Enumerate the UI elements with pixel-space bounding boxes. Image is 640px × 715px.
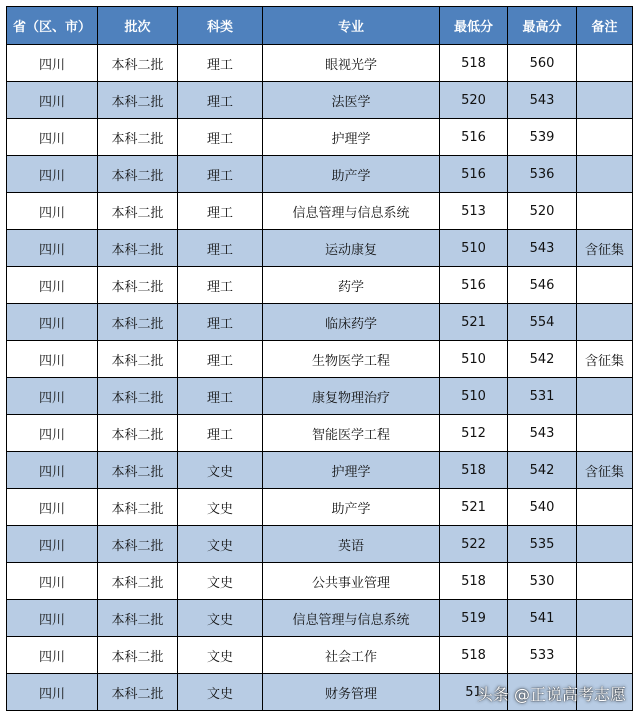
cell-batch: 本科二批 xyxy=(98,489,178,526)
cell-batch: 本科二批 xyxy=(98,341,178,378)
cell-batch: 本科二批 xyxy=(98,45,178,82)
table-row xyxy=(7,267,633,304)
cell-major: 法医学 xyxy=(263,82,440,119)
cell-category: 理工 xyxy=(178,378,263,415)
cell-min-score: 516 xyxy=(440,267,508,304)
cell-batch: 本科二批 xyxy=(98,600,178,637)
cell-province: 四川 xyxy=(7,637,98,674)
cell-max-score: 540 xyxy=(508,489,577,526)
cell-max-score: 536 xyxy=(508,156,577,193)
cell-category: 理工 xyxy=(178,156,263,193)
cell-batch: 本科二批 xyxy=(98,193,178,230)
table-row xyxy=(7,45,633,82)
cell-major: 临床药学 xyxy=(263,304,440,341)
cell-batch: 本科二批 xyxy=(98,267,178,304)
cell-category: 理工 xyxy=(178,304,263,341)
cell-major: 英语 xyxy=(263,526,440,563)
cell-remarks xyxy=(577,526,633,563)
cell-province: 四川 xyxy=(7,378,98,415)
cell-max-score: 541 xyxy=(508,600,577,637)
cell-remarks xyxy=(577,119,633,156)
cell-remarks: 含征集 xyxy=(577,452,633,489)
cell-province: 四川 xyxy=(7,674,98,711)
cell-category: 理工 xyxy=(178,82,263,119)
cell-batch: 本科二批 xyxy=(98,637,178,674)
header-remarks: 备注 xyxy=(577,7,633,45)
cell-category: 理工 xyxy=(178,193,263,230)
cell-province: 四川 xyxy=(7,45,98,82)
cell-province: 四川 xyxy=(7,452,98,489)
cell-major: 助产学 xyxy=(263,489,440,526)
cell-category: 理工 xyxy=(178,267,263,304)
header-min-score: 最低分 xyxy=(440,7,508,45)
cell-category: 文史 xyxy=(178,600,263,637)
cell-max-score: 543 xyxy=(508,230,577,267)
cell-major: 生物医学工程 xyxy=(263,341,440,378)
cell-min-score: 522 xyxy=(440,526,508,563)
cell-major: 康复物理治疗 xyxy=(263,378,440,415)
cell-remarks xyxy=(577,600,633,637)
table-row xyxy=(7,674,633,711)
cell-max-score: 560 xyxy=(508,45,577,82)
cell-category: 文史 xyxy=(178,489,263,526)
cell-province: 四川 xyxy=(7,230,98,267)
cell-major: 财务管理 xyxy=(263,674,440,711)
table-row xyxy=(7,526,633,563)
cell-batch: 本科二批 xyxy=(98,119,178,156)
cell-min-score: 521 xyxy=(440,304,508,341)
cell-max-score: 530 xyxy=(508,563,577,600)
cell-min-score: 518 xyxy=(440,637,508,674)
cell-category: 理工 xyxy=(178,119,263,156)
cell-remarks xyxy=(577,267,633,304)
table-row xyxy=(7,378,633,415)
table-body xyxy=(7,45,633,711)
header-max-score: 最高分 xyxy=(508,7,577,45)
cell-province: 四川 xyxy=(7,415,98,452)
cell-province: 四川 xyxy=(7,119,98,156)
table-row xyxy=(7,341,633,378)
cell-remarks: 含征集 xyxy=(577,341,633,378)
cell-category: 理工 xyxy=(178,45,263,82)
table-row xyxy=(7,452,633,489)
cell-major: 公共事业管理 xyxy=(263,563,440,600)
cell-remarks xyxy=(577,304,633,341)
cell-province: 四川 xyxy=(7,526,98,563)
cell-batch: 本科二批 xyxy=(98,452,178,489)
cell-remarks xyxy=(577,563,633,600)
cell-remarks: 含征集 xyxy=(577,230,633,267)
cell-min-score: 512 xyxy=(440,415,508,452)
table-row xyxy=(7,637,633,674)
cell-batch: 本科二批 xyxy=(98,674,178,711)
cell-max-score xyxy=(508,674,577,711)
cell-province: 四川 xyxy=(7,156,98,193)
cell-max-score: 542 xyxy=(508,341,577,378)
cell-min-score: 521 xyxy=(440,489,508,526)
table-row xyxy=(7,304,633,341)
cell-min-score: 510 xyxy=(440,378,508,415)
cell-major: 药学 xyxy=(263,267,440,304)
cell-category: 理工 xyxy=(178,415,263,452)
cell-category: 文史 xyxy=(178,452,263,489)
cell-major: 智能医学工程 xyxy=(263,415,440,452)
cell-batch: 本科二批 xyxy=(98,526,178,563)
cell-major: 护理学 xyxy=(263,452,440,489)
cell-min-score: 516 xyxy=(440,156,508,193)
cell-major: 信息管理与信息系统 xyxy=(263,600,440,637)
cell-province: 四川 xyxy=(7,489,98,526)
cell-category: 文史 xyxy=(178,563,263,600)
cell-province: 四川 xyxy=(7,82,98,119)
cell-province: 四川 xyxy=(7,600,98,637)
admission-score-table xyxy=(6,6,633,711)
cell-max-score: 554 xyxy=(508,304,577,341)
cell-province: 四川 xyxy=(7,267,98,304)
cell-major: 运动康复 xyxy=(263,230,440,267)
table-row xyxy=(7,119,633,156)
cell-max-score: 535 xyxy=(508,526,577,563)
cell-category: 文史 xyxy=(178,526,263,563)
score-table-container xyxy=(6,6,632,711)
cell-major: 助产学 xyxy=(263,156,440,193)
watermark-text: 头条 @正说高考志愿 xyxy=(476,685,626,704)
cell-max-score: 531 xyxy=(508,378,577,415)
header-province: 省（区、市） xyxy=(7,7,98,45)
cell-province: 四川 xyxy=(7,304,98,341)
cell-max-score: 542 xyxy=(508,452,577,489)
cell-batch: 本科二批 xyxy=(98,415,178,452)
cell-remarks xyxy=(577,45,633,82)
cell-min-score: 516 xyxy=(440,119,508,156)
cell-major: 眼视光学 xyxy=(263,45,440,82)
cell-remarks xyxy=(577,156,633,193)
table-row xyxy=(7,489,633,526)
table-row xyxy=(7,230,633,267)
cell-major: 护理学 xyxy=(263,119,440,156)
cell-remarks xyxy=(577,674,633,711)
cell-max-score: 520 xyxy=(508,193,577,230)
table-row xyxy=(7,415,633,452)
cell-category: 理工 xyxy=(178,230,263,267)
table-header-row xyxy=(7,7,633,45)
table-row xyxy=(7,193,633,230)
cell-min-score: 510 xyxy=(440,230,508,267)
cell-min-score: 518 xyxy=(440,563,508,600)
cell-remarks xyxy=(577,378,633,415)
cell-batch: 本科二批 xyxy=(98,156,178,193)
header-batch: 批次 xyxy=(98,7,178,45)
cell-major: 信息管理与信息系统 xyxy=(263,193,440,230)
cell-batch: 本科二批 xyxy=(98,82,178,119)
cell-batch: 本科二批 xyxy=(98,378,178,415)
cell-max-score: 539 xyxy=(508,119,577,156)
cell-batch: 本科二批 xyxy=(98,304,178,341)
cell-min-score: 510 xyxy=(440,341,508,378)
table-row xyxy=(7,600,633,637)
cell-max-score: 543 xyxy=(508,82,577,119)
table-row xyxy=(7,156,633,193)
cell-remarks xyxy=(577,193,633,230)
cell-min-score: 518 xyxy=(440,452,508,489)
cell-max-score: 533 xyxy=(508,637,577,674)
header-category: 科类 xyxy=(178,7,263,45)
cell-max-score: 543 xyxy=(508,415,577,452)
cell-min-score: 519 xyxy=(440,600,508,637)
cell-remarks xyxy=(577,415,633,452)
cell-major: 社会工作 xyxy=(263,637,440,674)
cell-batch: 本科二批 xyxy=(98,563,178,600)
cell-remarks xyxy=(577,637,633,674)
cell-province: 四川 xyxy=(7,341,98,378)
cell-batch: 本科二批 xyxy=(98,230,178,267)
cell-min-score: 51 xyxy=(440,674,508,711)
cell-category: 理工 xyxy=(178,341,263,378)
cell-min-score: 520 xyxy=(440,82,508,119)
cell-province: 四川 xyxy=(7,563,98,600)
cell-max-score: 546 xyxy=(508,267,577,304)
cell-remarks xyxy=(577,82,633,119)
cell-category: 文史 xyxy=(178,674,263,711)
table-row xyxy=(7,563,633,600)
cell-min-score: 518 xyxy=(440,45,508,82)
table-row xyxy=(7,82,633,119)
cell-remarks xyxy=(577,489,633,526)
cell-province: 四川 xyxy=(7,193,98,230)
cell-category: 文史 xyxy=(178,637,263,674)
header-major: 专业 xyxy=(263,7,440,45)
cell-min-score: 513 xyxy=(440,193,508,230)
